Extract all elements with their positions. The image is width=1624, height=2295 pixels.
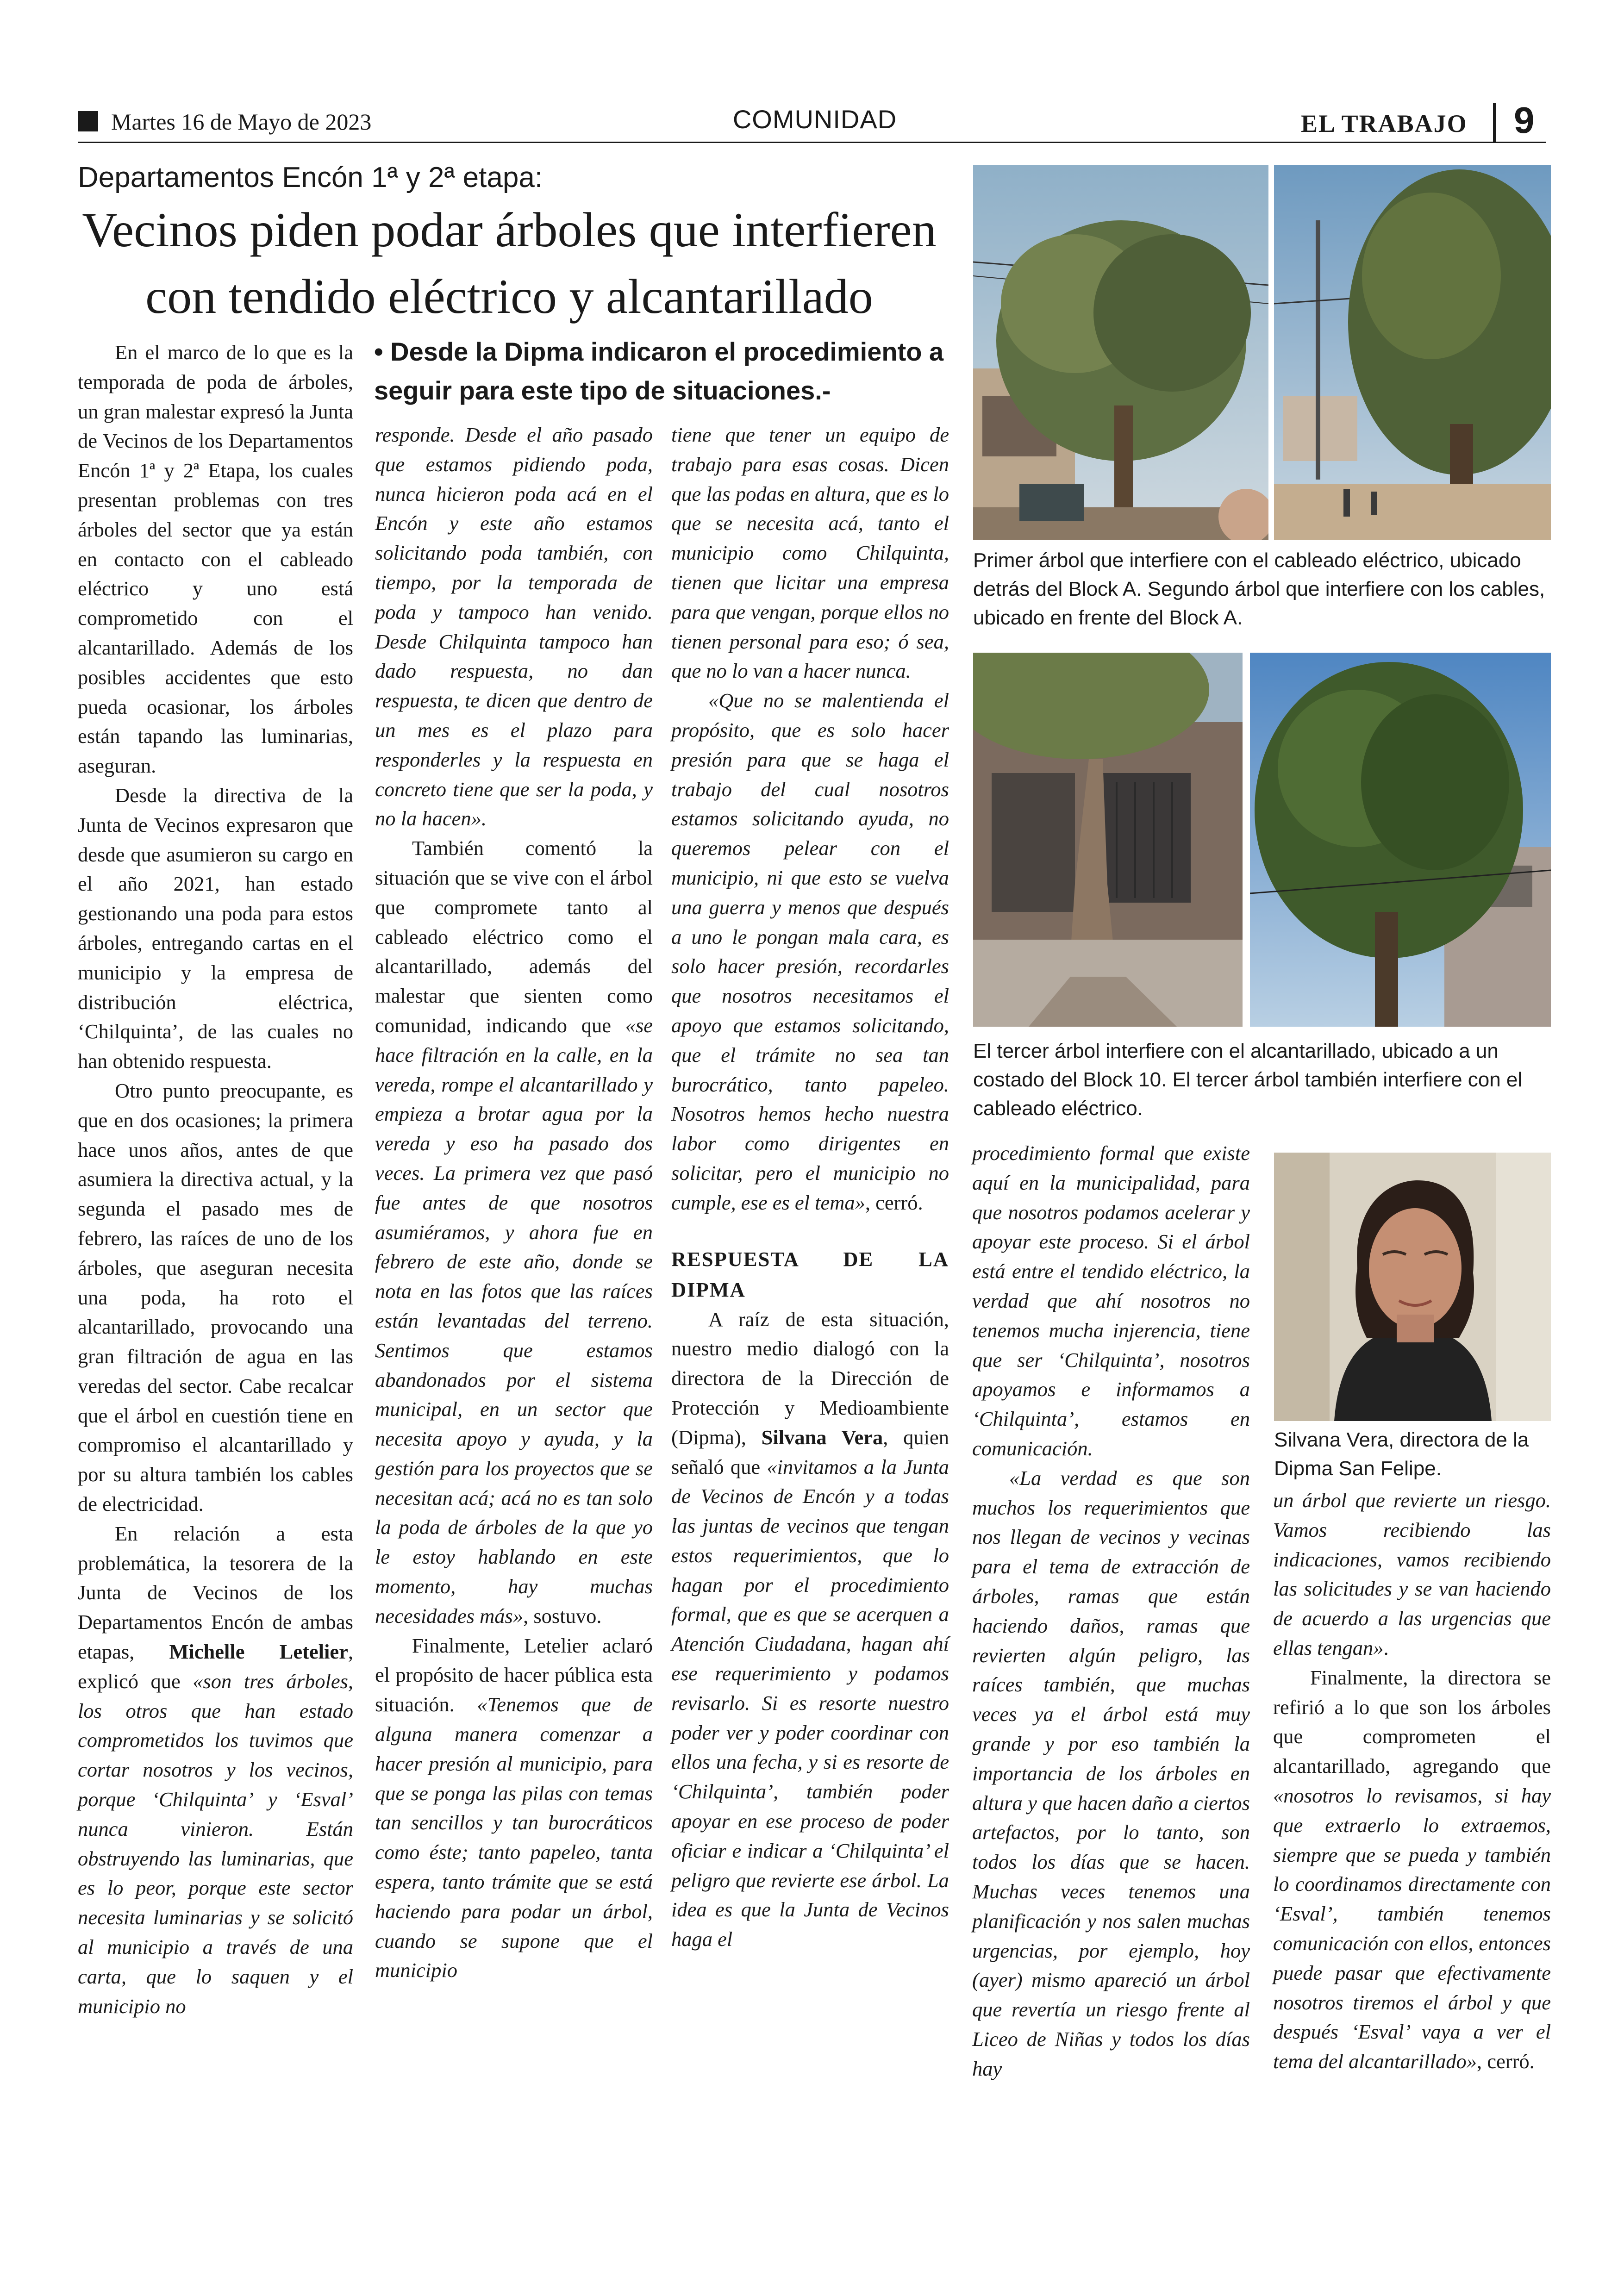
quote-text: tiene que tener un equipo de trabajo para esas cosas. Dicen que las podas en altura, que es lo que se necesita acá, tanto el municipio como Chilquinta, tienen que licitar una empresa para que vengan, porque ellos no tienen personal para eso; ó sea, que no lo van a hacer nunca. [671, 423, 949, 683]
paragraph [1273, 1663, 1551, 2077]
source-name: Silvana Vera [761, 1425, 883, 1449]
section-subhead: RESPUESTA DE LA DIPMA [671, 1247, 949, 1301]
paragraph-text: , cerró. [865, 1191, 923, 1214]
paragraph [78, 1519, 353, 2021]
paragraph-text: También comentó la situación que se vive con el árbol que compromete tanto al cableado eléctrico como el alcantarillado, además del malestar que sienten como comunidad, indicando que [375, 836, 653, 1037]
paragraph-text: , quien señaló que [671, 1425, 949, 1478]
article-deck: • Desde la Dipma indicaron el procedimiento a seguir para este tipo de situaciones.- [374, 337, 944, 405]
article-column-1 [78, 338, 353, 2021]
article-headline: Vecinos piden podar árboles que interfieren con tendido eléctrico y alcantarillado [82, 203, 937, 324]
paragraph-text: A raíz de esta situación, nuestro medio dialogó con la directora de la Dirección de Protección y Medioambiente (Dipma), [671, 1307, 949, 1449]
quote-text: «Tenemos que de alguna manera comenzar a hacer presión al municipio, para que se ponga las pilas con temas tan sencillos y tan burocráticos como éste; tanto papeleo, tanta espera, tanto trámite que se está haciendo para podar un árbol, cuando se supone que el municipio [375, 1693, 653, 1982]
header-divider [1493, 103, 1496, 143]
paragraph-text: , sostuvo. [523, 1604, 602, 1628]
quote-text: procedimiento formal que existe aquí en la municipalidad, para que nosotros podamos acelerar y apoyar este proceso. Si el árbol está entre el tendido eléctrico, la verdad que ahí nosotros no tenemos mucha injerencia, tiene que ser ‘Chilquinta’, nosotros apoyamos e informamos a ‘Chilquinta’, estamos en comunicación. [972, 1141, 1250, 1460]
paragraph: Desde la directiva de la Junta de Vecinos expresaron que desde que asumieron su cargo en el año 2021, han estado gestionando una poda para estos árboles, entregando cartas en el municipio y la empresa de distribución eléctrica, ‘Chilquinta’, de las cuales no han obtenido respuesta. [78, 783, 353, 1073]
paragraph-text: , explicó que [78, 1640, 354, 1693]
article-column-3 [671, 420, 949, 1954]
photo-portrait-silvana-vera [1274, 1153, 1551, 1421]
paragraph [375, 1631, 653, 1986]
article-column-4 [972, 1139, 1250, 2084]
source-name: Michelle Letelier [169, 1640, 348, 1664]
paragraph-text: Finalmente, la directora se refirió a lo que son los árboles que comprometen el alcantarillado, agregando que [1273, 1665, 1551, 1778]
photo-tree-block-a-front [1274, 165, 1551, 540]
photo-tree-cables [1250, 653, 1551, 1027]
paragraph [375, 834, 653, 1631]
paragraph [671, 686, 949, 1217]
paragraph: En el marco de lo que es la temporada de poda de árboles, un gran malestar expresó la Junta de Vecinos de los Departamentos Encón 1ª y 2ª Etapa, los cuales presentan problemas con tres árboles del sector que ya están en contacto con el cableado eléctrico y uno está comprometido con el alcantarillado. Además de los posibles accidentes que esto pueda ocasionar, los árboles están tapando las luminarias, aseguran. [78, 341, 353, 778]
paragraph-text: , cerró. [1477, 2050, 1535, 2073]
quote-text: «se hace filtración en la calle, en la vereda, rompe el alcantarillado y empieza a brotar agua por la vereda y eso ha pasado dos veces. La primera vez que pasó fue antes de que nosotros asumiéramos, y ahora fue en febrero de este año, donde se nota en las fotos que las raíces están levantadas del terreno. Sentimos que estamos abandonados por el sistema municipal, en un sector que necesita apoyo y ayuda, y la gestión para los proyectos que se necesitan acá; acá no es tan solo la poda de árboles de la que yo le estoy hablando en este momento, hay muchas necesidades más» [375, 1013, 653, 1628]
paragraph [671, 1305, 949, 1955]
quote-text: «La verdad es que son muchos los requerimientos que nos llegan de vecinos y vecinas para el tema de extracción de árboles, ramas que están haciendo daños, ramas que revierten algún peligro, las raíces también, que muchas veces ya el árbol está muy grande y por eso también la importancia de los árboles en altura y que hacen daño a ciertos artefactos, por lo tanto, son todos los días que se hacen. Muchas veces tenemos una planificación y nos salen muchas urgencias, por ejemplo, hoy (ayer) mismo apareció un árbol que revertía un riesgo frente al Liceo de Niñas y todos los días hay [972, 1466, 1250, 2080]
section-name: COMUNIDAD [732, 105, 897, 134]
photo-caption: El tercer árbol interfiere con el alcantarillado, ubicado a un costado del Block 10. El tercer árbol también interfiere con el cableado eléctrico. [973, 1040, 1523, 1120]
issue-date: Martes 16 de Mayo de 2023 [111, 109, 372, 135]
photo-caption: Silvana Vera, directora de la Dipma San Felipe. [1274, 1428, 1529, 1480]
quote-text: «son tres árboles, los otros que han estado comprometidos los tuvimos que cortar nosotros y los vecinos, porque ‘Chilquinta’ y ‘Esval’ nunca vinieron. Están obstruyendo las luminarias, que es lo peor, porque este sector necesita luminarias y se solicitó al municipio a través de una carta, que lo saquen y el municipio no [78, 1669, 354, 2018]
photo-tree-block-10-roots [973, 653, 1243, 1027]
header-square-mark [78, 111, 98, 131]
paragraph-text: . [1383, 1636, 1389, 1659]
quote-text: responde. Desde el año pasado que estamos pidiendo poda, nunca hicieron poda acá en el Encón y este año estamos solicitando poda también, con tiempo, por la temporada de poda y tampoco han venido. Desde Chilquinta tampoco han dado respuesta, no dan respuesta, te dicen que dentro de un mes es el plazo para responderles y la respuesta en concreto tiene que ser la poda, y no la hacen». [375, 423, 653, 830]
photo-caption: Primer árbol que interfiere con el cableado eléctrico, ubicado detrás del Block A. Segundo árbol que interfiere con los cables, ubicado en frente del Block A. [973, 549, 1545, 629]
article-kicker: Departamentos Encón 1ª y 2ª etapa: [78, 162, 543, 193]
newspaper-name: EL TRABAJO [1301, 110, 1468, 137]
article-column-2 [375, 420, 653, 1985]
paragraph: Otro punto preocupante, es que en dos ocasiones; la primera hace unos años, antes de que asumiera la directiva actual, y la segunda el pasado mes de febrero, las raíces de uno de los árboles, que aseguran necesita una poda, ha roto el alcantarillado, provocando una gran filtración de agua en las veredas del sector. Cabe recalcar que el árbol en cuestión tiene en compromiso el alcantarillado y por su altura también los cables de electricidad. [78, 1079, 353, 1516]
paragraph-text: En relación a esta problemática, la tesorera de la Junta de Vecinos de los Departamentos Encón de ambas etapas, [78, 1522, 353, 1664]
quote-text: «Que no se malentienda el propósito, que es solo hacer presión para que se haga el trabajo del cual nosotros estamos solicitando ayuda, no queremos pelear con el municipio, ni que esto se vuelva una guerra y menos que después a uno le pongan mala cara, es solo hacer presión, recordarles que nosotros necesitamos el apoyo que estamos solicitando, que el trámite no sea tan burocrático, tanto papeleo. Nosotros hemos hecho nuestra labor como dirigentes en solicitar, pero el municipio no cumple, ese es el tema» [671, 689, 949, 1214]
quote-text: un árbol que revierte un riesgo. Vamos recibiendo las indicaciones, vamos recibiendo las solicitudes y se van haciendo de acuerdo a las urgencias que ellas tengan» [1273, 1489, 1551, 1659]
article-column-5 [1273, 1486, 1551, 2077]
header-rule [78, 142, 1546, 143]
photo-tree-block-a-rear [973, 165, 1268, 540]
paragraph-text: Finalmente, Letelier aclaró el propósito de hacer pública esta situación. [375, 1634, 653, 1716]
quote-text: «invitamos a la Junta de Vecinos de Encón y a todas las juntas de vecinos que tengan estos requerimientos, que lo hagan por el procedimiento formal, que es que se acerquen a Atención Ciudadana, hagan ahí ese requerimiento y podamos revisarlo. Si es resorte nuestro poder ver y poder coordinar con ellos una fecha, y si es resorte de ‘Chilquinta’, también poder apoyar en ese proceso de poder oficiar e indicar a ‘Chilquinta’ el peligro que revierte ese árbol. La idea es que la Junta de Vecinos haga el [671, 1455, 949, 1951]
quote-text: «nosotros lo revisamos, si hay que extraerlo lo extraemos, siempre que se pueda y también lo coordinamos directamente con ‘Esval’, también tenemos comunicación con ellos, entonces puede pasar que efectivamente nosotros tiremos el árbol y que después ‘Esval’ vaya a ver el tema del alcantarillado» [1273, 1784, 1551, 2073]
page-number: 9 [1514, 100, 1535, 141]
paragraph [1273, 1486, 1551, 1663]
